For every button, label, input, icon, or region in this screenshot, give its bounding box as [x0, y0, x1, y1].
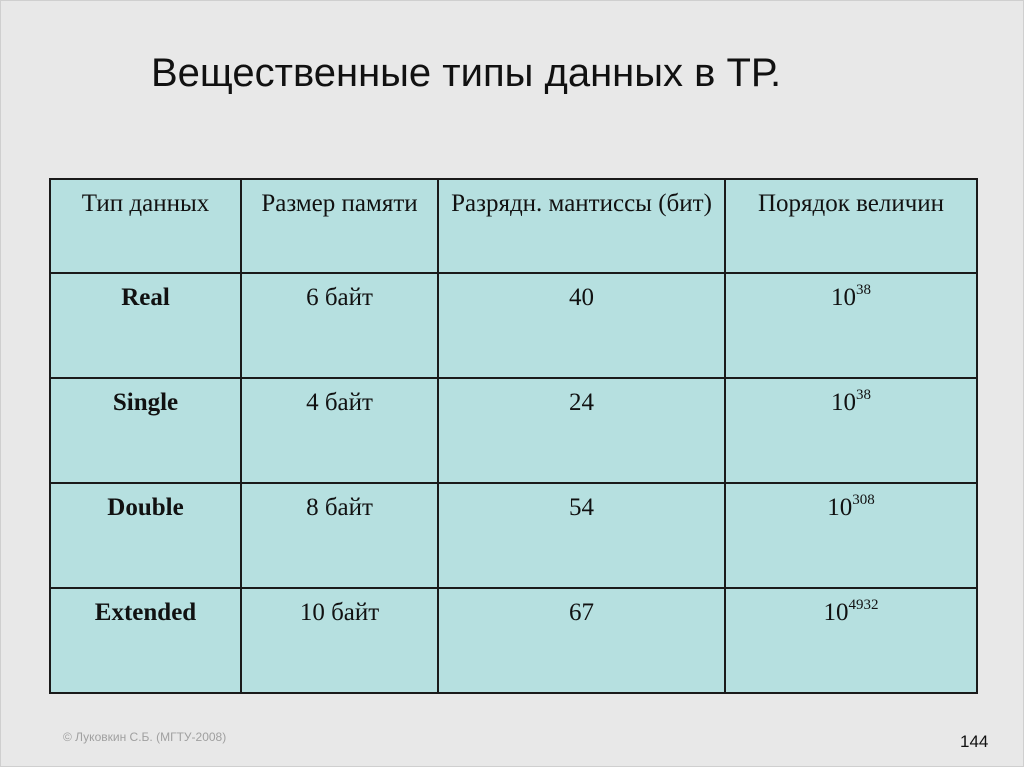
cell-mantissa: 54: [438, 483, 725, 588]
header-mantissa-bits: Разрядн. мантиссы (бит): [438, 179, 725, 273]
cell-type: Single: [50, 378, 241, 483]
cell-mantissa: 40: [438, 273, 725, 378]
data-types-table: [49, 178, 978, 694]
table-row: [50, 588, 977, 693]
table-row: [50, 378, 977, 483]
order-base: 10: [831, 389, 856, 416]
table-header-row: [50, 179, 977, 273]
order-exponent: 4932: [848, 597, 879, 613]
slide-title: Вещественные типы данных в ТР.: [151, 51, 782, 95]
cell-type: Real: [50, 273, 241, 378]
cell-type: Double: [50, 483, 241, 588]
table-row: [50, 483, 977, 588]
cell-mantissa: 67: [438, 588, 725, 693]
copyright-footer: © Луковкин С.Б. (МГТУ-2008): [63, 730, 227, 744]
order-exponent: 308: [852, 492, 875, 508]
cell-order: [725, 273, 977, 378]
cell-size: 10 байт: [241, 588, 438, 693]
order-base: 10: [827, 494, 853, 521]
header-order-of-magnitude: Порядок величин: [725, 179, 977, 273]
header-memory-size: Размер памяти: [241, 179, 438, 273]
cell-size: 6 байт: [241, 273, 438, 378]
table-row: [50, 273, 977, 378]
cell-order: [725, 588, 977, 693]
order-exponent: 38: [856, 282, 871, 298]
page-number: 144: [960, 732, 989, 751]
cell-size: 8 байт: [241, 483, 438, 588]
header-type: Тип данных: [50, 179, 241, 273]
cell-order: [725, 378, 977, 483]
cell-size: 4 байт: [241, 378, 438, 483]
cell-type: Extended: [50, 588, 241, 693]
order-base: 10: [823, 599, 849, 626]
cell-mantissa: 24: [438, 378, 725, 483]
order-base: 10: [831, 284, 856, 311]
cell-order: [725, 483, 977, 588]
order-exponent: 38: [856, 387, 871, 403]
